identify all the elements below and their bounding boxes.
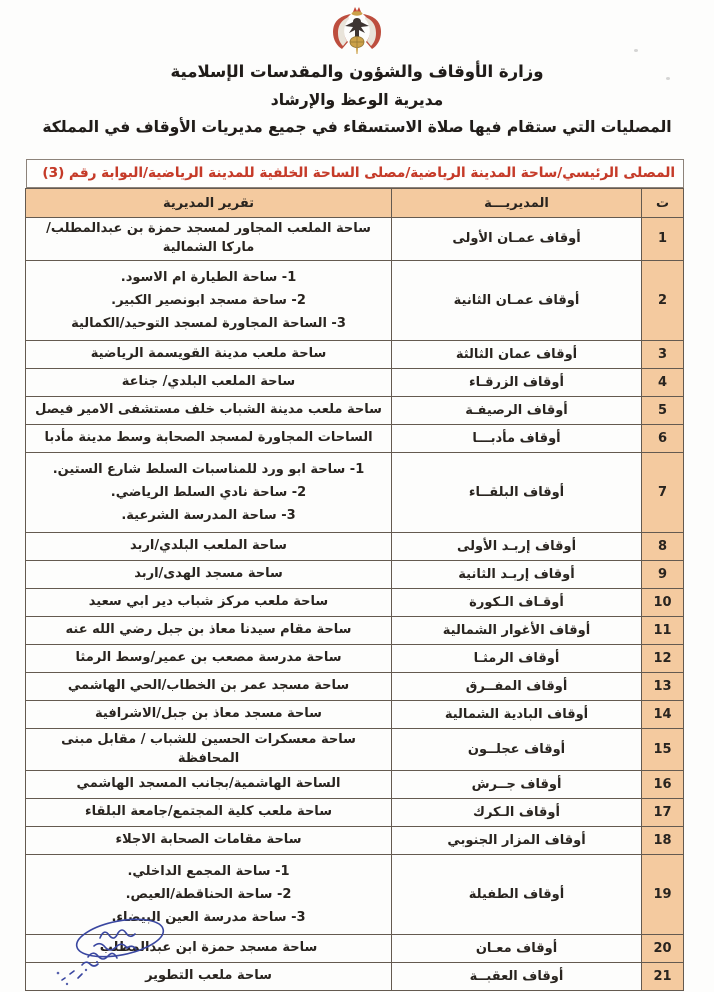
- directorate-report: [26, 340, 392, 368]
- col-header-report: تقرير المديرية: [26, 189, 392, 218]
- table-row: [26, 340, 684, 368]
- report-line: الساحات المجاورة لمسجد الصحابة وسط مدينة مأدبا: [44, 429, 373, 445]
- report-line: 2- ساحة مسجد ابونصير الكبير.: [111, 292, 306, 308]
- row-number: 8: [642, 532, 684, 560]
- table-row: [26, 560, 684, 588]
- row-number: 10: [642, 588, 684, 616]
- row-number: 9: [642, 560, 684, 588]
- report-line: الساحة الهاشمية/بجانب المسجد الهاشمي: [76, 776, 341, 792]
- table-row: [26, 588, 684, 616]
- directorate-name: أوقاف الطفيلة: [392, 855, 642, 935]
- directorate-report: [26, 616, 392, 644]
- table-row: [26, 644, 684, 672]
- row-number: 18: [642, 827, 684, 855]
- table-row: [26, 396, 684, 424]
- directorate-name: أوقـاف الـكورة: [392, 588, 642, 616]
- row-number: 13: [642, 672, 684, 700]
- report-line: ساحة الملعب البلدي/اربد: [130, 537, 287, 553]
- table-row: [26, 771, 684, 799]
- report-line: 2- ساحة نادي السلط الرياضي.: [110, 484, 307, 500]
- table-row: [26, 532, 684, 560]
- report-line: ساحة ملعب مدينة الشباب خلف مستشفى الامير فيصل: [35, 401, 382, 417]
- report-line: ساحة مقامات الصحابة الاجلاء: [115, 832, 302, 848]
- report-line: ساحة مقام سيدنا معاذ بن جبل رضي الله عنه: [65, 621, 352, 637]
- directorate-report: [26, 368, 392, 396]
- document-title: المصليات التي ستقام فيها صلاة الاستسقاء في جميع مديريات الأوقاف في المملكة: [42, 118, 672, 136]
- report-line: 3- ساحة المدرسة الشرعية.: [121, 507, 296, 523]
- directorate-report: [26, 799, 392, 827]
- directorate-report: [26, 260, 392, 340]
- directorate-name: أوقاف المزار الجنوبي: [392, 827, 642, 855]
- directorate-report: [26, 644, 392, 672]
- row-number: 11: [642, 616, 684, 644]
- report-line: ساحة مسجد معاذ بن جبل/الاشرافية: [95, 705, 322, 721]
- table-row: [26, 799, 684, 827]
- directorate-report: [26, 396, 392, 424]
- directorate-report: [26, 827, 392, 855]
- ministry-title: وزارة الأوقاف والشؤون والمقدسات الإسلامية: [170, 62, 544, 81]
- row-number: 1: [642, 218, 684, 261]
- row-number: 2: [642, 260, 684, 340]
- directorate-name: أوقاف الـكرك: [392, 799, 642, 827]
- table-row: [26, 368, 684, 396]
- report-line: 2- ساحة الحناقطة/العيص.: [125, 887, 292, 903]
- table-row: [26, 424, 684, 452]
- row-number: 17: [642, 799, 684, 827]
- report-line: ساحة ملعب التطوير: [145, 968, 272, 984]
- report-line: 1- ساحة المجمع الداخلي.: [127, 864, 290, 880]
- report-line: 3- الساحة المجاورة لمسجد التوحيد/الكمالية: [71, 315, 346, 331]
- directorate-report: [26, 588, 392, 616]
- report-line: ساحة معسكرات الحسين للشباب / مقابل مبنى المحافظة: [61, 731, 356, 766]
- directorate-report: [26, 532, 392, 560]
- directorate-name: أوقاف جــرش: [392, 771, 642, 799]
- row-number: 12: [642, 644, 684, 672]
- directorate-report: [26, 560, 392, 588]
- report-line: ساحة مدرسة مصعب بن عمير/وسط الرمثا: [75, 649, 342, 665]
- directorate-name: أوقاف إربـد الثانية: [392, 560, 642, 588]
- directorate-name: أوقاف البلقــاء: [392, 452, 642, 532]
- row-number: 19: [642, 855, 684, 935]
- table-row: [26, 452, 684, 532]
- row-number: 20: [642, 935, 684, 963]
- main-musalla-banner: المصلى الرئيسي/ساحة المدينة الرياضية/مصلى الساحة الخلفية للمدينة الرياضية/البوابة رقم (3): [26, 159, 684, 188]
- directorate-name: أوقاف البادية الشمالية: [392, 700, 642, 728]
- prayer-locations-table: [25, 188, 684, 991]
- directorate-report: [26, 672, 392, 700]
- table-row: [26, 827, 684, 855]
- row-number: 7: [642, 452, 684, 532]
- directorate-report: [26, 700, 392, 728]
- directorate-name: أوقاف العقبــة: [392, 963, 642, 991]
- directorate-name: أوقاف الرمثـا: [392, 644, 642, 672]
- directorate-report: [26, 771, 392, 799]
- table-row: [26, 616, 684, 644]
- directorate-name: أوقاف إربـد الأولى: [392, 532, 642, 560]
- row-number: 5: [642, 396, 684, 424]
- report-line: ساحة مسجد عمر بن الخطاب/الحي الهاشمي: [67, 677, 350, 693]
- col-header-directorate: المديريـــة: [392, 189, 642, 218]
- directorate-name: أوقاف الرصيفـة: [392, 396, 642, 424]
- table-row: [26, 672, 684, 700]
- report-line: 1- ساحة الطيارة ام الاسود.: [120, 269, 297, 285]
- table-row: [26, 728, 684, 771]
- row-number: 4: [642, 368, 684, 396]
- jordan-coat-of-arms-icon: [327, 6, 387, 60]
- directorate-name: أوقاف عمـان الثانية: [392, 260, 642, 340]
- directorate-name: أوقاف مأدبـــا: [392, 424, 642, 452]
- table-header-row: [26, 189, 684, 218]
- row-number: 3: [642, 340, 684, 368]
- directorate-name: أوقاف الأغوار الشمالية: [392, 616, 642, 644]
- table-row: [26, 218, 684, 261]
- table-row: [26, 700, 684, 728]
- directorate-report: [26, 452, 392, 532]
- report-line: ساحة الملعب المجاور لمسجد حمزة بن عبدالمطلب/ ماركا الشمالية: [46, 221, 371, 255]
- directorate-report: [26, 424, 392, 452]
- table-row: [26, 260, 684, 340]
- directorate-name: أوقاف عمـان الأولى: [392, 218, 642, 261]
- report-line: 3- ساحة مدرسة العين البيضاء.: [111, 910, 306, 926]
- directorate-subtitle: مديرية الوعظ والإرشاد: [270, 91, 444, 109]
- row-number: 15: [642, 728, 684, 771]
- directorate-report: [26, 218, 392, 261]
- row-number: 14: [642, 700, 684, 728]
- row-number: 16: [642, 771, 684, 799]
- directorate-report: [26, 728, 392, 771]
- row-number: 21: [642, 963, 684, 991]
- directorate-name: أوقاف معـان: [392, 935, 642, 963]
- report-line: ساحة ملعب مدينة القويسمة الرياضية: [90, 345, 327, 361]
- directorate-name: أوقاف الزرقـاء: [392, 368, 642, 396]
- report-line: ساحة ملعب كلية المجتمع/جامعة البلقاء: [85, 804, 332, 820]
- report-line: 1- ساحة ابو ورد للمناسبات السلط شارع الستين.: [52, 461, 365, 477]
- directorate-name: أوقاف عجلــون: [392, 728, 642, 771]
- report-line: ساحة الملعب البلدي/ جناعة: [121, 373, 296, 389]
- col-header-num: ت: [642, 189, 684, 218]
- report-line: ساحة مسجد حمزة ابن عبدالمطلب: [99, 940, 318, 956]
- scan-speck: [666, 77, 670, 80]
- directorate-name: أوقاف عمان الثالثة: [392, 340, 642, 368]
- directorate-name: أوقاف المفــرق: [392, 672, 642, 700]
- row-number: 6: [642, 424, 684, 452]
- report-line: ساحة مسجد الهدى/اربد: [134, 565, 283, 581]
- handwritten-signature: [48, 912, 178, 992]
- report-line: ساحة ملعب مركز شباب دير ابي سعيد: [88, 593, 329, 609]
